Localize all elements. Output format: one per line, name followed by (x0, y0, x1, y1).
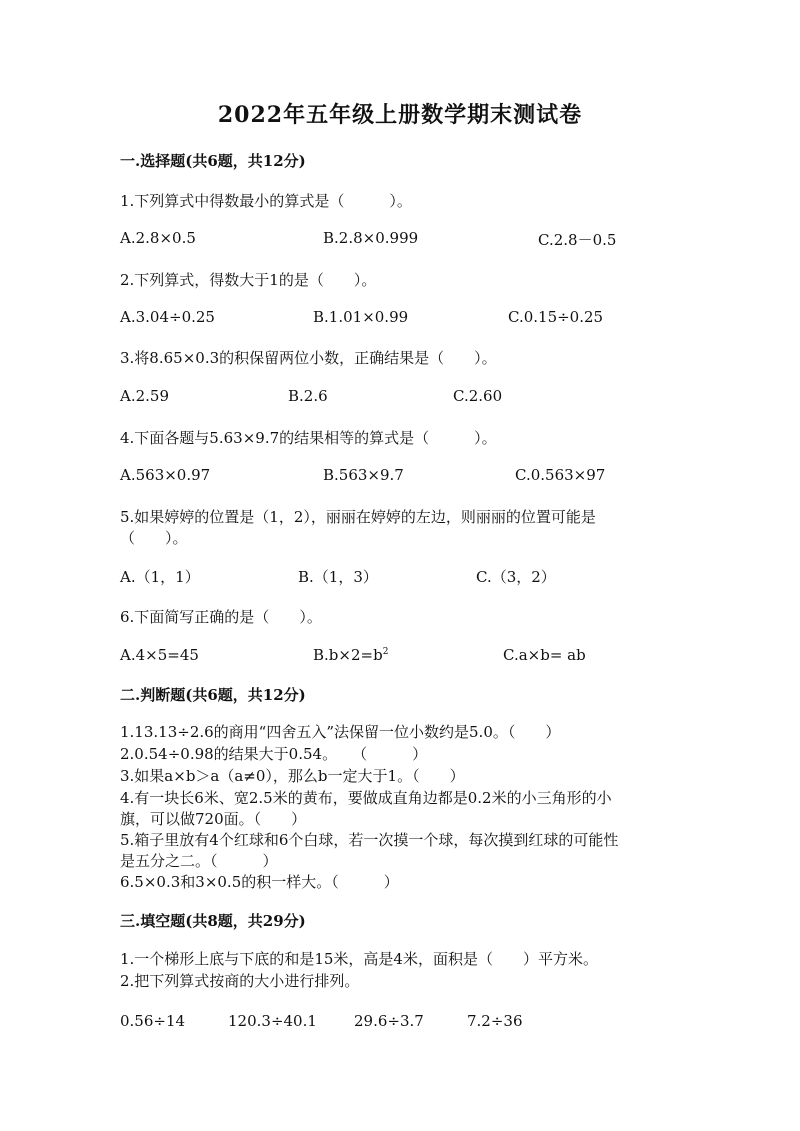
question-stem: 5.如果婷婷的位置是（1，2），丽丽在婷婷的左边，则丽丽的位置可能是 (120, 508, 596, 526)
section-heading-choice: 一.选择题(共6题，共12分) (120, 152, 306, 170)
fill-line: 2.把下列算式按商的大小进行排列。 (120, 972, 360, 990)
question-stem-continued: （ ）。 (120, 529, 188, 547)
expression: 7.2÷36 (467, 1012, 523, 1030)
option-a: A.563×0.97 (120, 466, 211, 484)
option-c: C.0.15÷0.25 (508, 308, 604, 326)
judgment-line: 1.13.13÷2.6的商用“四舍五入”法保留一位小数约是5.0。（ ） (120, 723, 561, 741)
expression: 120.3÷40.1 (228, 1012, 317, 1030)
expression: 29.6÷3.7 (354, 1012, 424, 1030)
option-c: C.a×b= ab (503, 646, 586, 664)
judgment-line: 5.箱子里放有4个红球和6个白球，若一次摸一个球，每次摸到红球的可能性 (120, 831, 619, 849)
fill-line: 1.一个梯形上底与下底的和是15米，高是4米，面积是（ ）平方米。 (120, 950, 598, 968)
option-a: A.2.8×0.5 (120, 229, 196, 247)
option-b (313, 646, 388, 664)
question-stem: 1.下列算式中得数最小的算式是（ ）。 (120, 192, 412, 210)
judgment-line: 是五分之二。（ ） (120, 852, 278, 870)
question-stem: 4.下面各题与5.63×9.7的结果相等的算式是（ ）。 (120, 429, 497, 447)
judgment-line: 3.如果a×b＞a（a≠0），那么b一定大于1。（ ） (120, 767, 465, 785)
option-b: B.2.8×0.999 (323, 229, 419, 247)
section-heading-fill: 三.填空题(共8题，共29分) (120, 912, 306, 930)
option-b: B.1.01×0.99 (313, 308, 409, 326)
section-heading-judgment: 二.判断题(共6题，共12分) (120, 686, 306, 704)
option-c: C.0.563×97 (515, 466, 606, 484)
judgment-line: 旗，可以做720面。（ ） (120, 810, 307, 828)
superscript: 2 (382, 647, 389, 657)
option-b-text: B.b×2=b (313, 646, 383, 664)
option-c: C.2.8－0.5 (538, 231, 617, 249)
option-b: B.（1，3） (298, 568, 378, 586)
question-stem: 2.下列算式，得数大于1的是（ ）。 (120, 271, 377, 289)
judgment-line: 2.0.54÷0.98的结果大于0.54。 （ ） (120, 745, 428, 763)
option-a: A.（1，1） (120, 568, 200, 586)
option-a: A.3.04÷0.25 (120, 308, 215, 326)
option-c: C.（3，2） (476, 568, 556, 586)
question-stem: 3.将8.65×0.3的积保留两位小数，正确结果是（ ）。 (120, 349, 497, 367)
page-title: 2022年五年级上册数学期末测试卷 (217, 102, 583, 128)
option-b: B.2.6 (288, 387, 328, 405)
question-stem: 6.下面简写正确的是（ ）。 (120, 608, 322, 626)
judgment-line: 4.有一块长6米、宽2.5米的黄布，要做成直角边都是0.2米的小三角形的小 (120, 789, 612, 807)
expression: 0.56÷14 (120, 1012, 186, 1030)
option-a: A.2.59 (120, 387, 169, 405)
option-a: A.4×5=45 (120, 646, 199, 664)
option-b: B.563×9.7 (323, 466, 404, 484)
judgment-line: 6.5×0.3和3×0.5的积一样大。（ ） (120, 873, 399, 891)
option-c: C.2.60 (453, 387, 503, 405)
